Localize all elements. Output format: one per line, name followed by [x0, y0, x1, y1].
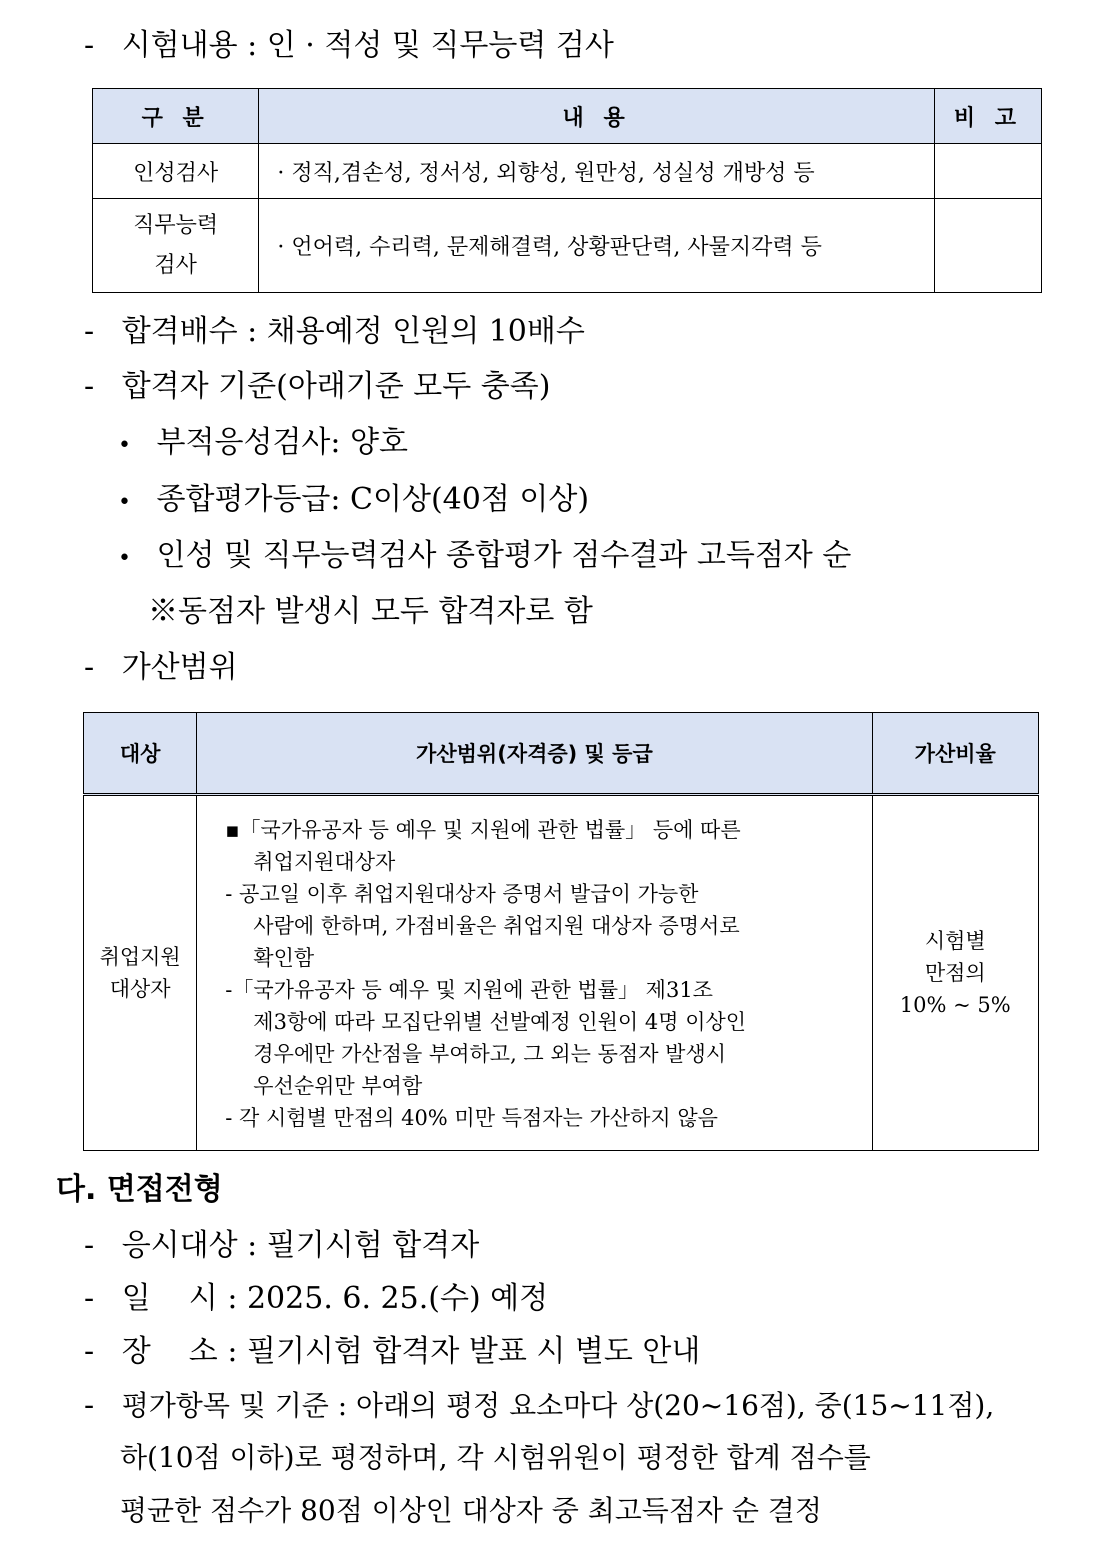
criteria-text: 평균한 점수가 80점 이상인 대상자 중 최고득점자 순 결정	[120, 1494, 822, 1527]
interview-place-text: 장 소 : 필기시험 합격자 발표 시 별도 안내	[121, 1334, 701, 1369]
bonus-table	[83, 712, 1039, 1151]
dash-marker: -	[84, 1334, 95, 1369]
dash-marker: -	[84, 1281, 95, 1316]
ratio-line: 만점의	[924, 961, 986, 985]
header-content: 내 용	[259, 89, 935, 144]
bullet-marker: •	[118, 546, 131, 571]
content-line: 사람에 한하며, 가점비율은 취업지원 대상자 증명서로	[253, 914, 740, 938]
table-header-row	[93, 89, 1042, 144]
bullet-item	[118, 536, 851, 579]
ratio-line: 시험별	[924, 929, 986, 953]
row-category: 인성검사	[93, 144, 259, 199]
table-header-row	[84, 713, 1039, 795]
category-line: 검사	[154, 252, 197, 278]
pass-criteria-line	[84, 367, 550, 407]
category-line: 직무능력	[133, 212, 219, 238]
dash-marker: -	[84, 369, 95, 404]
header-bonus-ratio: 가산비율	[872, 713, 1039, 795]
content-line: 우선순위만 부여함	[253, 1074, 423, 1098]
tie-note: ※동점자 발생시 모두 합격자로 함	[148, 594, 593, 629]
bonus-title-text: 가산범위	[121, 650, 238, 685]
dash-marker: -	[84, 28, 95, 63]
content-line: -「국가유공자 등 예우 및 지원에 관한 법률」 제31조	[225, 978, 713, 1002]
criteria-text: 평가항목 및 기준 : 아래의 평정 요소마다 상(20~16점), 중(15~11점),	[121, 1389, 995, 1422]
target-line: 대상자	[109, 977, 171, 1001]
bullet-marker: •	[118, 490, 131, 515]
exam-content-line	[84, 26, 614, 66]
ratio-line: 10% ~ 5%	[899, 993, 1011, 1017]
content-line: - 각 시험별 만점의 40% 미만 득점자는 가산하지 않음	[225, 1106, 718, 1130]
table-row	[93, 144, 1042, 199]
bonus-title-line	[84, 648, 238, 688]
target-cell	[84, 795, 197, 1151]
test-content-table	[92, 88, 1042, 293]
pass-criteria-text: 합격자 기준(아래기준 모두 충족)	[121, 369, 551, 404]
interview-criteria-line	[84, 1386, 994, 1426]
interview-date-text: 일 시 : 2025. 6. 25.(수) 예정	[121, 1281, 549, 1316]
row-note	[934, 144, 1041, 199]
interview-target-line	[84, 1226, 479, 1266]
content-line: 제3항에 따라 모집단위별 선발예정 인원이 4명 이상인	[253, 1010, 747, 1034]
table-row	[93, 199, 1042, 293]
header-bonus-range: 가산범위(자격증) 및 등급	[197, 713, 872, 795]
dash-marker: -	[84, 1228, 95, 1263]
content-line: - 공고일 이후 취업지원대상자 증명서 발급이 가능한	[225, 882, 699, 906]
criteria-text: 하(10점 이하)로 평정하며, 각 시험위원이 평정한 합계 점수를	[120, 1441, 871, 1474]
bullet-text: 종합평가등급: C이상(40점 이상)	[156, 482, 590, 517]
interview-target-text: 응시대상 : 필기시험 합격자	[121, 1228, 480, 1263]
content-line: 확인함	[253, 946, 315, 970]
content-line: 경우에만 가산점을 부여하고, 그 외는 동점자 발생시	[253, 1042, 727, 1066]
bullet-item	[118, 480, 589, 523]
header-category: 구 분	[93, 89, 259, 144]
bullet-marker: •	[118, 433, 131, 458]
target-line: 취업지원	[99, 945, 181, 969]
dash-marker: -	[84, 650, 95, 685]
interview-heading: 다. 면접전형	[56, 1172, 223, 1207]
pass-multiple-text: 합격배수 : 채용예정 인원의 10배수	[121, 314, 585, 349]
dash-marker: -	[84, 314, 95, 349]
header-note: 비 고	[934, 89, 1041, 144]
row-content: · 언어력, 수리력, 문제해결력, 상황판단력, 사물지각력 등	[259, 199, 935, 293]
interview-date-line	[84, 1279, 548, 1319]
interview-place-line	[84, 1332, 700, 1372]
table-row	[84, 795, 1039, 1151]
bonus-content-cell	[197, 795, 872, 1151]
ratio-cell	[872, 795, 1039, 1151]
bullet-text: 인성 및 직무능력검사 종합평가 점수결과 고득점자 순	[156, 538, 852, 573]
bullet-text: 부적응성검사: 양호	[156, 425, 409, 460]
exam-content-text: 시험내용 : 인 · 적성 및 직무능력 검사	[121, 28, 614, 63]
content-line: 취업지원대상자	[253, 850, 396, 874]
content-line: ▪「국가유공자 등 예우 및 지원에 관한 법률」 등에 따른	[225, 818, 741, 842]
bullet-item	[118, 423, 408, 466]
dash-marker: -	[84, 1388, 95, 1423]
header-target: 대상	[84, 713, 197, 795]
row-content: · 정직,겸손성, 정서성, 외향성, 원만성, 성실성 개방성 등	[259, 144, 935, 199]
row-note	[934, 199, 1041, 293]
pass-multiple-line	[84, 312, 585, 352]
row-category	[93, 199, 259, 293]
